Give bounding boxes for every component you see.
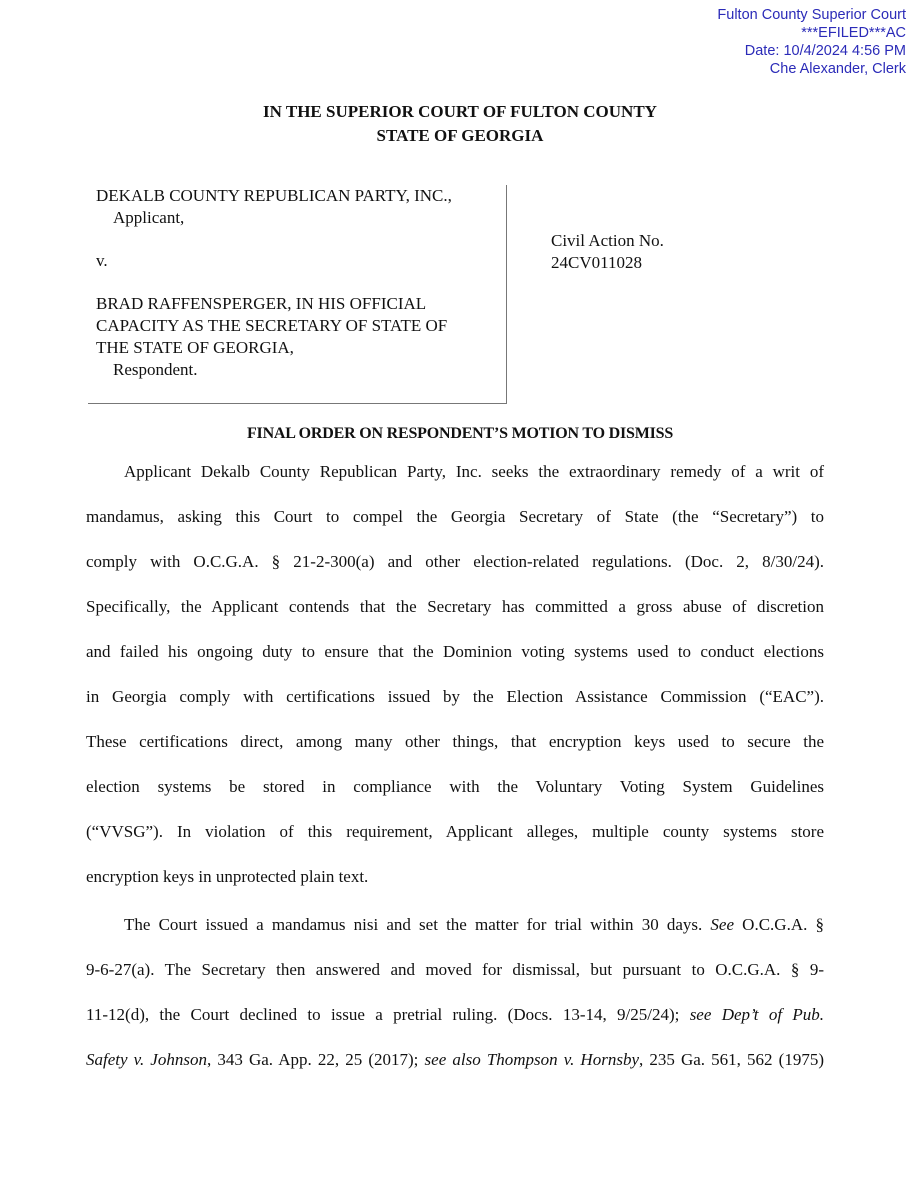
stamp-clerk: Che Alexander, Clerk	[769, 61, 906, 77]
paragraph-1-line: Applicant Dekalb County Republican Party, Inc. seeks the extraordinary remedy of a writ of	[124, 462, 824, 481]
respondent-line1: BRAD RAFFENSPERGER, IN HIS OFFICIAL	[96, 294, 427, 313]
paragraph-2-text: , 235 Ga. 561, 562 (1975)	[639, 1050, 824, 1069]
paragraph-1-line: These certifications direct, among many other things, that encryption keys used to secure the	[86, 732, 824, 751]
paragraph-1-line: comply with O.C.G.A. § 21-2-300(a) and other election-related regulations. (Doc. 2, 8/30/24).	[86, 552, 824, 571]
case-caption	[88, 185, 507, 404]
court-heading	[0, 100, 920, 148]
civil-action-number: 24CV011028	[551, 253, 642, 272]
stamp-date: Date: 10/4/2024 4:56 PM	[744, 43, 906, 59]
paragraph-2	[86, 902, 824, 1082]
paragraph-2-line	[86, 1037, 824, 1082]
paragraph-1-line: Specifically, the Applicant contends that the Secretary has committed a gross abuse of discretion	[86, 597, 824, 616]
stamp-status: ***EFILED***AC	[801, 25, 906, 41]
respondent-role: Respondent.	[113, 360, 198, 379]
applicant-role: Applicant,	[113, 208, 185, 227]
civil-action	[551, 230, 664, 274]
respondent-line2: CAPACITY AS THE SECRETARY OF STATE OF	[96, 316, 448, 335]
case-citation: see Dep’t of Pub.	[689, 1005, 824, 1024]
paragraph-1-line: and failed his ongoing duty to ensure that the Dominion voting systems used to conduct elections	[86, 642, 824, 661]
paragraph-1-line: encryption keys in unprotected plain text.	[86, 867, 369, 886]
respondent-line3: THE STATE OF GEORGIA,	[96, 338, 294, 357]
paragraph-1-line: mandamus, asking this Court to compel the Georgia Secretary of State (the “Secretary”) to	[86, 507, 824, 526]
paragraph-1-line: election systems be stored in compliance with the Voluntary Voting System Guidelines	[86, 777, 824, 796]
court-heading-line1: IN THE SUPERIOR COURT OF FULTON COUNTY	[263, 102, 657, 121]
case-citation: see also Thompson v. Hornsby	[424, 1050, 639, 1069]
paragraph-2-text: 11-12(d), the Court declined to issue a pretrial ruling. (Docs. 13-14, 9/25/24);	[86, 1005, 690, 1024]
paragraph-1	[86, 449, 824, 899]
efile-stamp	[717, 6, 906, 78]
paragraph-2-text: The Court issued a mandamus nisi and set the matter for trial within 30 days.	[124, 915, 711, 934]
case-citation: Safety v. Johnson	[86, 1050, 207, 1069]
civil-action-label: Civil Action No.	[551, 231, 664, 250]
order-title: FINAL ORDER ON RESPONDENT’S MOTION TO DISMISS	[246, 425, 674, 442]
paragraph-2-line: 9-6-27(a). The Secretary then answered and moved for dismissal, but pursuant to O.C.G.A. § 9-	[86, 960, 824, 979]
paragraph-2-text: , 343 Ga. App. 22, 25 (2017);	[206, 1050, 425, 1069]
applicant-name: DEKALB COUNTY REPUBLICAN PARTY, INC.,	[96, 186, 452, 205]
court-heading-line2: STATE OF GEORGIA	[376, 126, 544, 145]
paragraph-1-line: (“VVSG”). In violation of this requirement, Applicant alleges, multiple county systems store	[86, 822, 824, 841]
paragraph-2-text: O.C.G.A. §	[734, 915, 824, 934]
paragraph-2-line	[86, 992, 824, 1037]
versus: v.	[96, 251, 108, 270]
paragraph-2-line	[86, 902, 824, 947]
citation-signal: See	[710, 915, 735, 934]
paragraph-1-line: in Georgia comply with certifications issued by the Election Assistance Commission (“EAC”).	[86, 687, 824, 706]
stamp-court: Fulton County Superior Court	[717, 7, 906, 23]
